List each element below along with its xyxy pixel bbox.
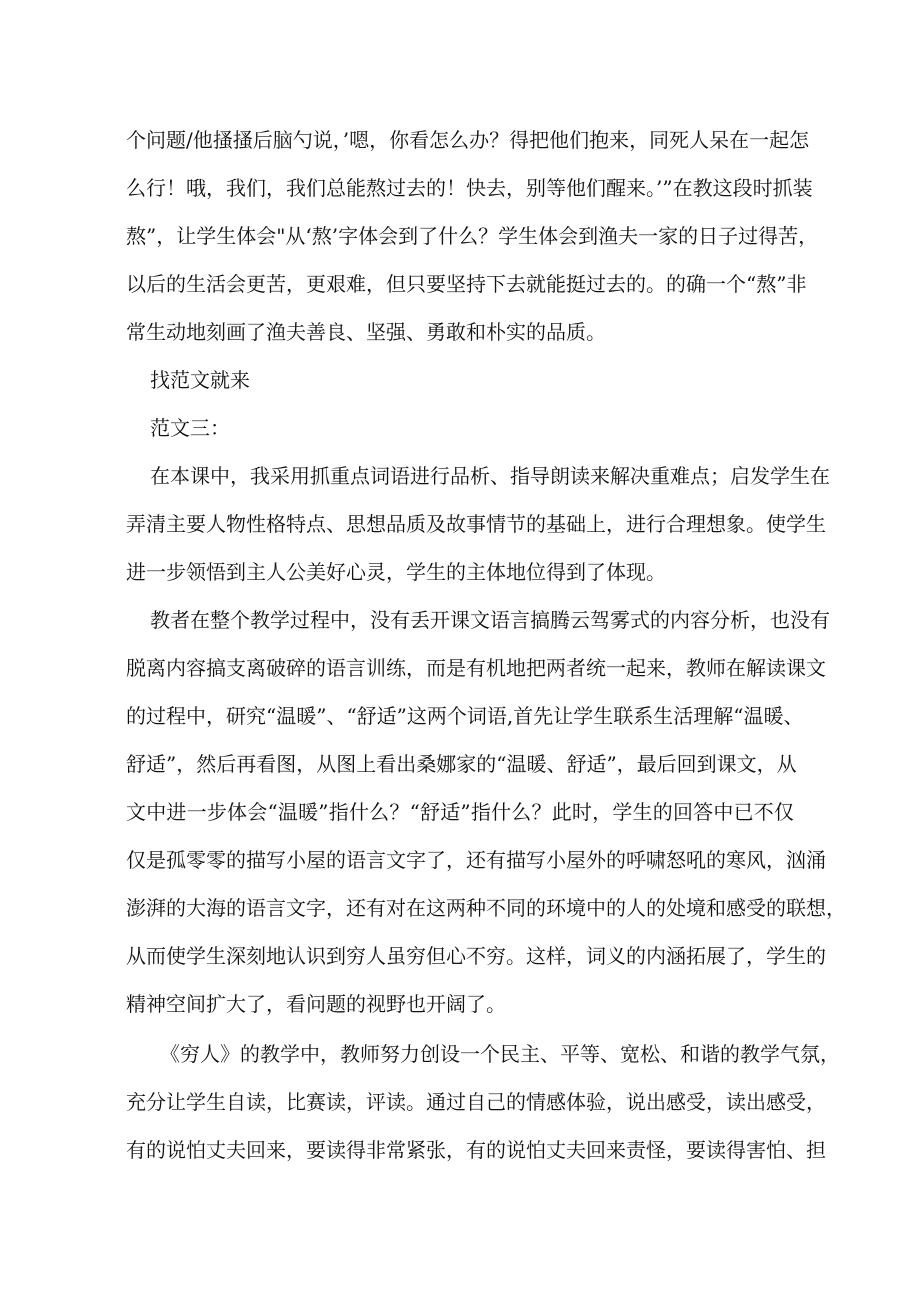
paragraph-3-line-7: 澎湃的大海的语言文字，还有对在这两种不同的环境中的人的处境和感受的联想， <box>126 896 846 920</box>
paragraph-2-line-1: 在本课中，我采用抓重点词语进行品析、指导朗读来解决重难点；启发学生在 <box>150 464 830 488</box>
paragraph-1-line-2: 么行！哦，我们，我们总能熬过去的！快去，别等他们醒来。’”在教这段时抓装 <box>126 176 813 200</box>
heading-sample-three: 范文三： <box>150 416 230 440</box>
paragraph-4-line-2: 充分让学生自读，比赛读，评读。通过自己的情感体验，说出感受，读出感受， <box>126 1090 826 1114</box>
paragraph-1-line-5: 常生动地刻画了渔夫善良、坚强、勇敢和朴实的品质。 <box>126 320 606 344</box>
paragraph-3-line-4: 舒适”，然后再看图，从图上看出桑娜家的“温暖、舒适”，最后回到课文，从 <box>126 752 797 776</box>
paragraph-3-line-9: 精神空间扩大了，看问题的视野也开阔了。 <box>126 992 506 1016</box>
paragraph-1-line-4: 以后的生活会更苦，更艰难，但只要坚持下去就能挺过去的。的确一个“熬”非 <box>126 272 807 296</box>
heading-find-sample: 找范文就来 <box>150 368 250 392</box>
paragraph-3-line-8: 从而使学生深刻地认识到穷人虽穷但心不穷。这样，词义的内涵拓展了，学生的 <box>126 944 826 968</box>
paragraph-3-line-2: 脱离内容搞支离破碎的语言训练，而是有机地把两者统一起来，教师在解读课文 <box>126 656 826 680</box>
paragraph-4-line-3: 有的说怕丈夫回来，要读得非常紧张，有的说怕丈夫回来责怪，要读得害怕、担 <box>126 1138 826 1162</box>
paragraph-2-line-3: 进一步领悟到主人公美好心灵，学生的主体地位得到了体现。 <box>126 560 666 584</box>
paragraph-4-line-1: 《穷人》的教学中，教师努力创设一个民主、平等、宽松、和谐的教学气氛， <box>160 1042 840 1066</box>
paragraph-3-line-1: 教者在整个教学过程中，没有丢开课文语言搞腾云驾雾式的内容分析，也没有 <box>150 608 830 632</box>
paragraph-2-line-2: 弄清主要人物性格特点、思想品质及故事情节的基础上，进行合理想象。使学生 <box>126 512 826 536</box>
paragraph-1-line-1: 个问题/他搔搔后脑勺说，’嗯，你看怎么办？得把他们抱来，同死人呆在一起怎 <box>126 128 810 152</box>
paragraph-1-line-3: 熬”，让学生体会"从‘熬’字体会到了什么？学生体会到渔夫一家的日子过得苦， <box>126 224 819 248</box>
paragraph-3-line-6: 仅是孤零零的描写小屋的语言文字了，还有描写小屋外的呼啸怒吼的寒风，汹涌 <box>126 848 826 872</box>
paragraph-3-line-3: 的过程中，研究“温暖”、“舒适”这两个词语,首先让学生联系生活理解“温暖、 <box>126 704 804 728</box>
paragraph-3-line-5: 文中进一步体会“温暖”指什么？“舒适”指什么？此时，学生的回答中已不仅 <box>126 800 794 824</box>
